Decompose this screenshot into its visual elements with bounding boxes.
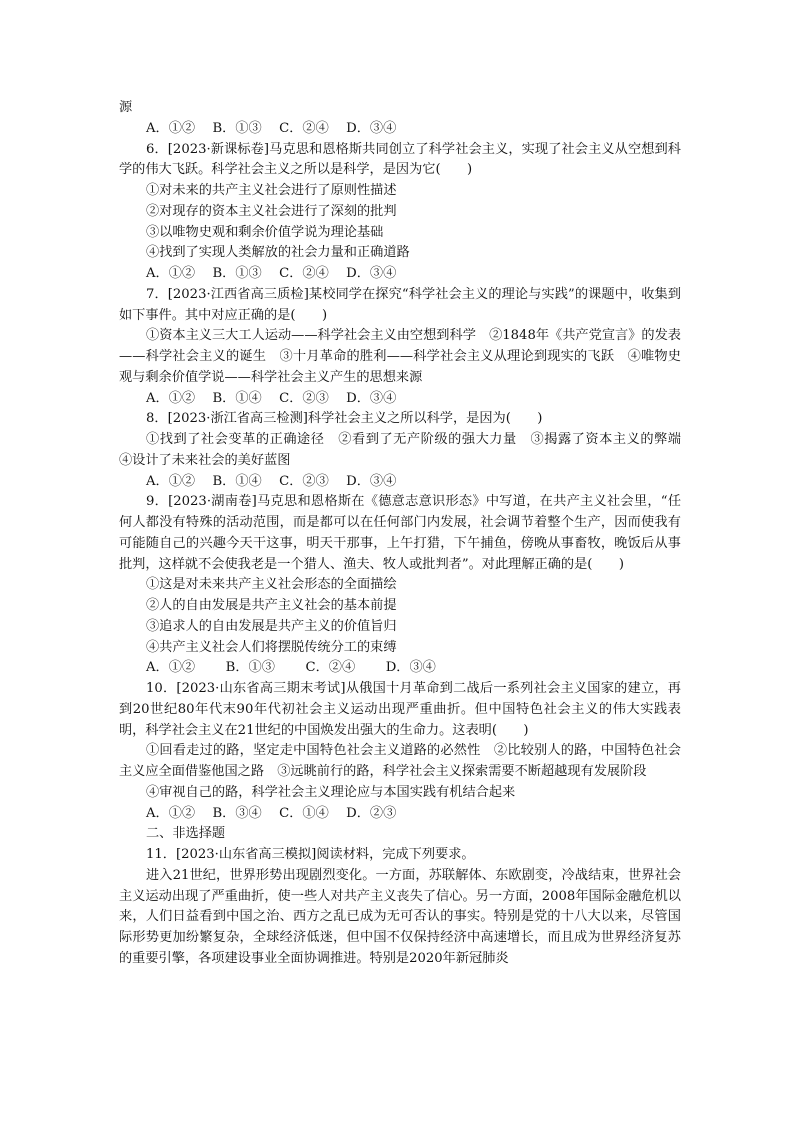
q10-item-4: ④审视自己的路，科学社会主义理论应与本国实践有机结合起来 (146, 784, 516, 800)
text-line-continuation: 源 (119, 100, 133, 115)
q7-stem: 7．[2023·江西省高三质检]某校同学在探究“科学社会主义的理论与实践”的课题中，收集到如下事件。其中对应正确的是( ) (119, 286, 681, 323)
q9-item-1: ①这是对未来共产主义社会形态的全面描绘 (146, 577, 397, 593)
q7-items: ①资本主义三大工人运动——科学社会主义由空想到科学 ②1848年《共产党宣言》的发表——科学社会主义的诞生 ③十月革命的胜利——科学社会主义从理论到现实的飞跃 ④唯物史观与剩余价值学说——科学社会主义产生的思想来源 (119, 328, 681, 385)
q8-stem: 8．[2023·浙江省高三检测]科学社会主义之所以科学，是因为( ) (146, 411, 543, 427)
q9-options: A．①② B．①③ C．②④ D．③④ (146, 660, 436, 676)
q5-options: A．①② B．①③ C．②④ D．③④ (146, 120, 397, 136)
q10-stem: 10．[2023·山东省高三期末考试]从俄国十月革命到二战后一系列社会主义国家的建立，再到20世纪80年代末90年代初社会主义运动出现严重曲折。但中国特色社会主义的伟大实践表明，科学社会主义在21世纪的中国焕发出强大的生命力。这表明( ) (119, 681, 681, 738)
q11-stem: 11．[2023·山东省高三模拟]阅读材料，完成下列要求。 (146, 847, 475, 862)
q8-options: A．①② B．①④ C．②③ D．③④ (146, 473, 397, 489)
q9-item-2: ②人的自由发展是共产主义社会的基本前提 (146, 598, 397, 613)
section-heading: 二、非选择题 (146, 826, 226, 842)
page-content (119, 98, 695, 970)
q7-options: A．①② B．①④ C．②③ D．③④ (146, 390, 397, 406)
q6-stem: 6．[2023·新课标卷]马克思和恩格斯共同创立了科学社会主义，实现了社会主义从空想到科学的伟大飞跃。科学社会主义之所以是科学，是因为它( ) (119, 141, 681, 178)
q10-options: A．①② B．③④ C．①④ D．②③ (146, 805, 397, 821)
q11-material: 进入21世纪，世界形势出现剧烈变化。一方面，苏联解体、东欧剧变，冷战结束，世界社会主义运动出现了严重曲折，使一些人对共产主义丧失了信心。另一方面，2008年国际金融危机以来，人们日益看到中国之治、西方之乱已成为无可否认的事实。特别是党的十八大以来，尽管国际形势更加纷繁复杂，全球经济低迷，但中国不仅保持经济中高速增长，而且成为世界经济复苏的重要引擎，各项建设事业全面协调推进。特别是2020年新冠肺炎 (119, 867, 681, 966)
q9-item-3: ③追求人的自由发展是共产主义的价值旨归 (146, 618, 397, 634)
q6-item-2: ②对现存的资本主义社会进行了深刻的批判 (146, 203, 397, 219)
q6-options: A．①② B．①③ C．②④ D．③④ (146, 266, 397, 281)
q6-item-3: ③以唯物史观和剩余价值学说为理论基础 (146, 224, 384, 240)
q9-stem: 9．[2023·湖南卷]马克思和恩格斯在《德意志意识形态》中写道，在共产主义社会里，“任何人都没有特殊的活动范围，而是都可以在任何部门内发展，社会调节着整个生产，因而使我有可能随自己的兴趣今天干这事，明天干那事，上午打猎，下午捕鱼，傍晚从事畜牧，晚饭后从事批判，这样就不会使我老是一个猎人、渔夫、牧人或批判者”。对此理解正确的是( ) (119, 494, 681, 572)
q8-items: ①找到了社会变革的正确途径 ②看到了无产阶级的强大力量 ③揭露了资本主义的弊端 ④设计了未来社会的美好蓝图 (119, 432, 695, 468)
q10-items: ①回看走过的路，坚定走中国特色社会主义道路的必然性 ②比较别人的路，中国特色社会主义应全面借鉴他国之路 ③远眺前行的路，科学社会主义探索需要不断超越现有发展阶段 (119, 743, 681, 779)
q6-item-1: ①对未来的共产主义社会进行了原则性描述 (146, 183, 397, 198)
q9-item-4: ④共产主义社会人们将摆脱传统分工的束缚 (146, 639, 397, 655)
q6-item-4: ④找到了实现人类解放的社会力量和正确道路 (146, 245, 410, 261)
